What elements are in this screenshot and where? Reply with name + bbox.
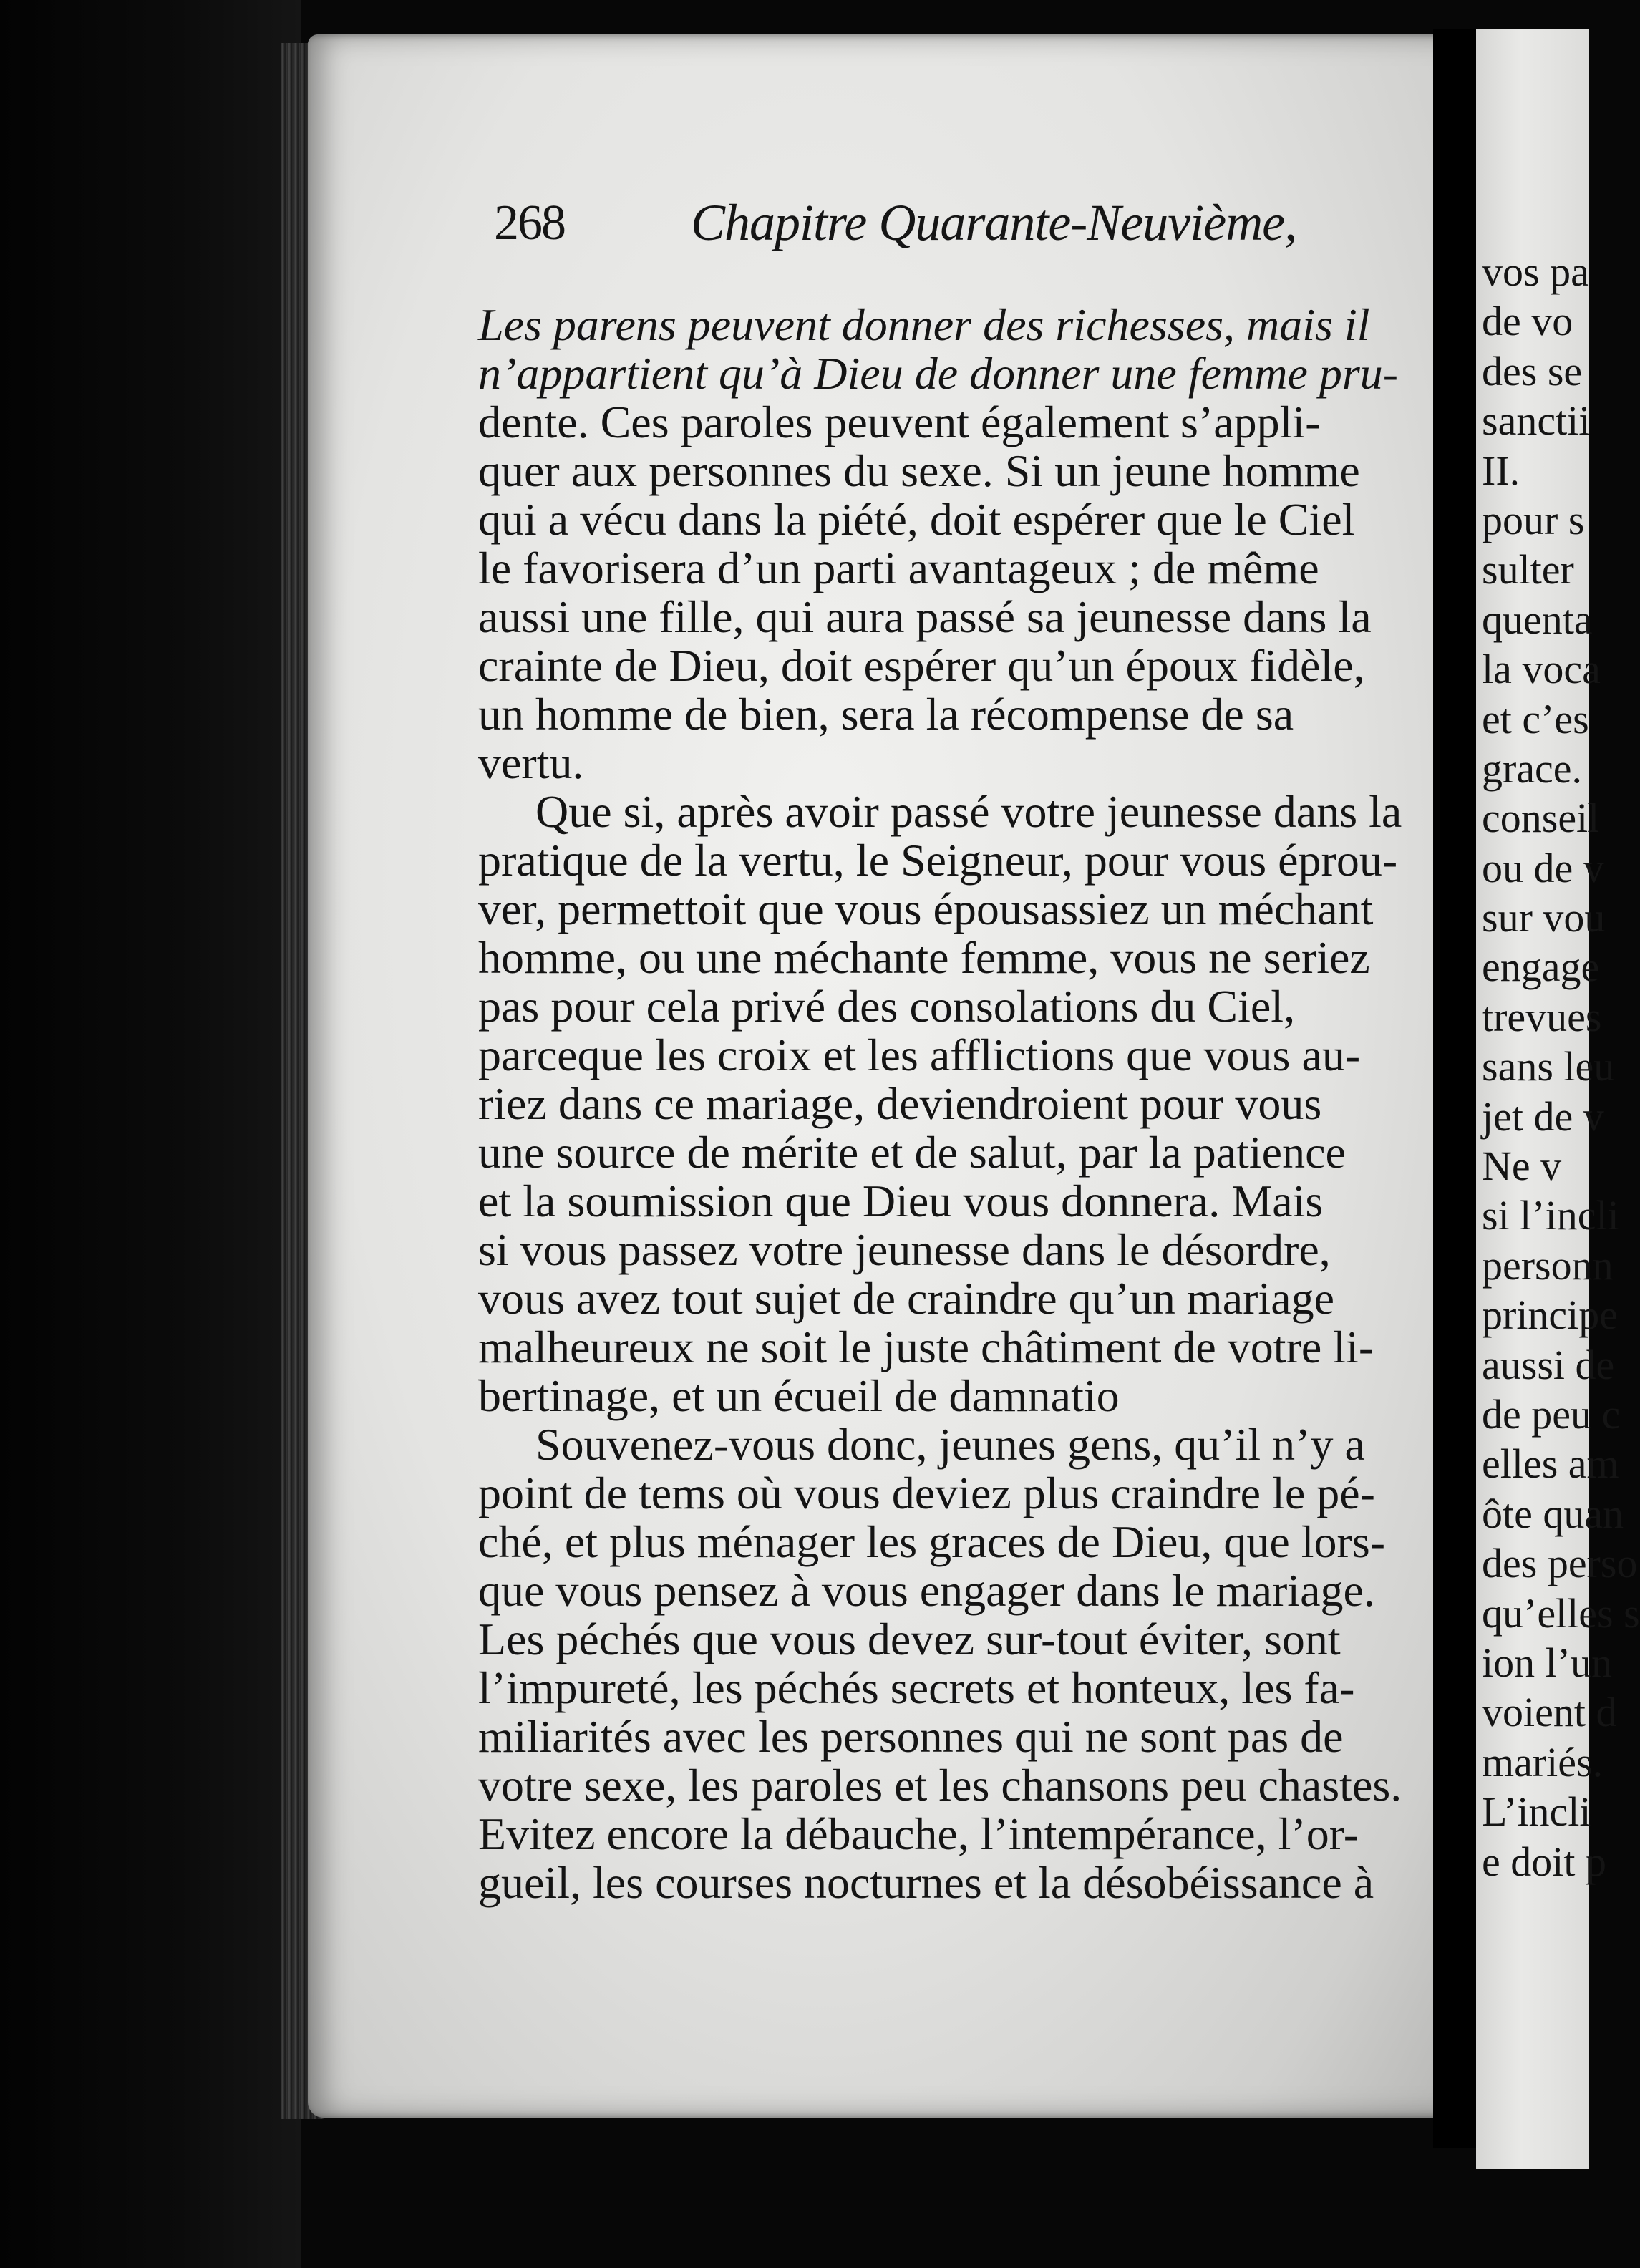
- facing-line: et c’es: [1482, 695, 1589, 742]
- facing-line: personn: [1482, 1241, 1614, 1289]
- facing-line: ou de v: [1482, 844, 1604, 891]
- facing-line: grace.: [1482, 745, 1583, 792]
- text-line: homme, ou une méchante femme, vous ne seriez: [478, 932, 1370, 983]
- facing-line: conseil: [1482, 795, 1600, 842]
- facing-line: des perso: [1482, 1540, 1638, 1587]
- facing-line: sur vou: [1482, 894, 1606, 941]
- text-line: Les péchés que vous devez sur-tout éviter, sont: [478, 1614, 1341, 1664]
- text-line: n’appartient qu’à Dieu de donner une femme pru-: [478, 348, 1399, 399]
- facing-line: pour s: [1482, 496, 1585, 543]
- page-header: [494, 195, 1432, 273]
- text-line: que vous pensez à vous engager dans le mariage.: [478, 1565, 1375, 1616]
- facing-line: e doit p: [1482, 1838, 1606, 1885]
- text-line: pas pour cela privé des consolations du Ciel,: [478, 981, 1296, 1032]
- facing-line: II.: [1482, 447, 1520, 494]
- text-line: dente. Ces paroles peuvent également s’appli-: [478, 397, 1321, 447]
- text-line: l’impureté, les péchés secrets et honteux, les fa-: [478, 1662, 1355, 1713]
- text-line: crainte de Dieu, doit espérer qu’un époux fidèle,: [478, 640, 1365, 691]
- facing-line: principe: [1482, 1292, 1619, 1339]
- facing-line: quenta: [1482, 596, 1593, 643]
- text-line: riez dans ce mariage, deviendroient pour vous: [478, 1078, 1322, 1129]
- facing-line: si l’incli: [1482, 1192, 1619, 1239]
- text-line: vous avez tout sujet de craindre qu’un mariage: [478, 1273, 1334, 1324]
- running-head: Chapitre Quarante-Neuvième,: [691, 194, 1297, 251]
- facing-line: ôte quan: [1482, 1490, 1624, 1537]
- text-line: Les parens peuvent donner des richesses, mais il: [478, 299, 1370, 350]
- text-line: point de tems où vous deviez plus craindre le pé-: [478, 1468, 1375, 1518]
- text-line: Souvenez-vous donc, jeunes gens, qu’il n’y a: [535, 1419, 1365, 1470]
- facing-line: jet de v: [1482, 1092, 1604, 1140]
- text-line: un homme de bien, sera la récompense de sa: [478, 689, 1294, 740]
- facing-line: L’incli: [1482, 1788, 1591, 1836]
- text-line: gueil, les courses nocturnes et la désobéissance à: [478, 1857, 1374, 1908]
- facing-line: sanctii: [1482, 397, 1591, 445]
- text-line: si vous passez votre jeunesse dans le désordre,: [478, 1224, 1331, 1275]
- text-line: votre sexe, les paroles et les chansons peu chastes.: [478, 1760, 1402, 1811]
- text-line: ché, et plus ménager les graces de Dieu, que lors-: [478, 1516, 1386, 1567]
- book-gutter: [1433, 29, 1478, 2148]
- text-line: bertinage, et un écueil de damnatio: [478, 1370, 1120, 1421]
- text-line: pratique de la vertu, le Seigneur, pour vous éprou-: [478, 835, 1398, 886]
- text-line: une source de mérite et de salut, par la patience: [478, 1127, 1346, 1178]
- facing-line: voient d: [1482, 1689, 1617, 1736]
- facing-line: sans leu: [1482, 1043, 1615, 1090]
- main-text: [478, 301, 1437, 1907]
- text-line: qui a vécu dans la piété, doit espérer que le Ciel: [478, 494, 1355, 545]
- text-line: Evitez encore la débauche, l’intempérance, l’or-: [478, 1808, 1359, 1859]
- text-line: malheureux ne soit le juste châtiment de votre li-: [478, 1322, 1374, 1372]
- facing-line: la voca: [1482, 646, 1601, 693]
- text-line: le favorisera d’un parti avantageux ; de même: [478, 543, 1319, 593]
- text-line: quer aux personnes du sexe. Si un jeune homme: [478, 445, 1360, 496]
- facing-line: de vo: [1482, 298, 1573, 345]
- facing-line: des se: [1482, 347, 1583, 394]
- facing-line: engage: [1482, 944, 1600, 991]
- facing-line: Ne v: [1482, 1143, 1562, 1190]
- facing-line: elles am: [1482, 1440, 1619, 1488]
- facing-line: sulter: [1482, 546, 1574, 593]
- facing-line: mariés.: [1482, 1738, 1603, 1785]
- facing-line: ion l’un: [1482, 1639, 1613, 1686]
- facing-page-text: [1482, 247, 1640, 1886]
- text-line: Que si, après avoir passé votre jeunesse dans la: [535, 786, 1402, 837]
- page-number: 268: [494, 195, 565, 251]
- text-line: vertu.: [478, 737, 584, 788]
- text-line: parceque les croix et les afflictions que vous au-: [478, 1029, 1361, 1080]
- facing-line: aussi de: [1482, 1341, 1615, 1388]
- facing-line: vos pa: [1482, 248, 1589, 295]
- facing-line: qu’elles s: [1482, 1589, 1640, 1637]
- facing-line: trevues: [1482, 993, 1602, 1040]
- text-line: ver, permettoit que vous épousassiez un méchant: [478, 883, 1374, 934]
- text-line: et la soumission que Dieu vous donnera. Mais: [478, 1176, 1324, 1226]
- facing-line: de peu c: [1482, 1390, 1621, 1438]
- scan-background: [0, 0, 301, 2268]
- text-line: aussi une fille, qui aura passé sa jeunesse dans la: [478, 591, 1372, 642]
- text-line: miliarités avec les personnes qui ne sont pas de: [478, 1711, 1344, 1762]
